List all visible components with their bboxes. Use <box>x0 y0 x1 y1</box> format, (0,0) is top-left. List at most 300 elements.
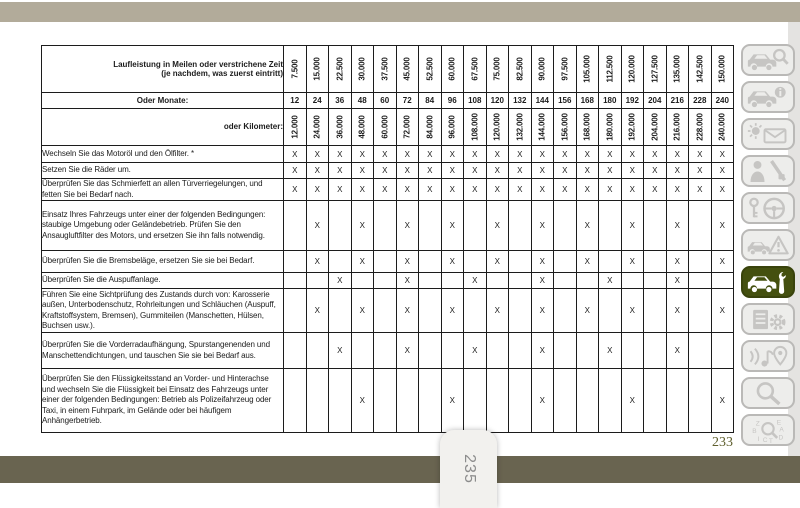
mark-cell <box>644 369 667 433</box>
table-row <box>42 251 734 273</box>
seatbelt-icon <box>747 159 789 184</box>
mark-cell: X <box>531 146 554 163</box>
mark-cell: X <box>486 251 509 273</box>
mark-cell: X <box>666 333 689 369</box>
km-header-cell <box>621 109 644 146</box>
mileage-value: 150.000 <box>717 55 727 83</box>
km-header-cell <box>531 109 554 146</box>
mileage-value: 90.000 <box>537 57 547 81</box>
mark-cell: X <box>576 163 599 179</box>
mark-cell: X <box>486 163 509 179</box>
mark-cell: X <box>306 289 329 333</box>
mileage-value: 142.500 <box>695 55 705 83</box>
mark-cell: X <box>711 179 734 201</box>
mark-cell: X <box>306 163 329 179</box>
mark-cell <box>554 289 577 333</box>
km-value: 240.000 <box>717 113 727 141</box>
mark-cell <box>306 333 329 369</box>
table-row <box>42 333 734 369</box>
km-header-cell <box>576 109 599 146</box>
mark-cell <box>329 201 352 251</box>
svg-text:T: T <box>768 437 773 443</box>
mileage-value: 75.000 <box>492 57 502 81</box>
mark-cell <box>689 369 712 433</box>
km-value: 120.000 <box>492 113 502 141</box>
mark-cell: X <box>531 289 554 333</box>
mark-cell <box>576 369 599 433</box>
mark-cell: X <box>689 163 712 179</box>
mark-cell: X <box>599 163 622 179</box>
mark-cell: X <box>441 179 464 201</box>
mark-cell: X <box>711 201 734 251</box>
maintenance-schedule-table <box>41 45 734 433</box>
mark-cell: X <box>666 201 689 251</box>
mark-cell: X <box>711 289 734 333</box>
mark-cell: X <box>576 289 599 333</box>
mark-cell: X <box>666 251 689 273</box>
mark-cell <box>554 333 577 369</box>
mark-cell: X <box>599 273 622 289</box>
mark-cell: X <box>621 163 644 179</box>
mark-cell: X <box>711 146 734 163</box>
table-row <box>42 146 734 163</box>
mark-cell <box>576 333 599 369</box>
km-row-label: oder Kilometer: <box>42 109 284 146</box>
months-cell: 168 <box>576 93 599 109</box>
mark-cell: X <box>689 146 712 163</box>
mark-cell <box>666 369 689 433</box>
svg-text:Z: Z <box>755 419 760 427</box>
task-cell: Überprüfen Sie das Schmierfett an allen Türverriegelungen, und fetten Sie bei Bedarf nach. <box>42 179 284 201</box>
mark-cell <box>306 369 329 433</box>
mark-cell: X <box>486 201 509 251</box>
months-cell: 108 <box>464 93 487 109</box>
mileage-header-cell <box>396 46 419 93</box>
mark-cell <box>644 273 667 289</box>
mark-cell <box>689 289 712 333</box>
mark-cell: X <box>666 163 689 179</box>
mileage-header-cell <box>576 46 599 93</box>
mark-cell: X <box>351 146 374 163</box>
mark-cell: X <box>531 369 554 433</box>
months-row-label: Oder Monate: <box>42 93 284 109</box>
mark-cell: X <box>374 179 397 201</box>
mark-cell <box>509 333 532 369</box>
km-value: 180.000 <box>605 113 615 141</box>
task-cell: Überprüfen Sie den Flüssigkeitsstand an Vorder- und Hinterachse und wechseln Sie die Flüssigkeit bei Einsatz des Fahrzeugs unter einer der folgenden Bedingungen: Betrieb als Polizeifahrzeug oder Taxi, in einem Fuhrpark, im Gelände oder bei häufigem Anhängerbetrieb. <box>42 369 284 433</box>
task-cell: Führen Sie eine Sichtprüfung des Zustands durch von: Karosserie außen, Unterbodenschutz, Rohrleitungen und Schläuchen (Auspuff, Kraftstoffsystem, Bremsen), Gummiteilen (Manschetten, Hülsen, Buchsen usw.). <box>42 289 284 333</box>
mark-cell: X <box>396 201 419 251</box>
sidebar-button-vehicle-info[interactable] <box>741 81 795 113</box>
mileage-value: 127.500 <box>650 55 660 83</box>
months-cell: 120 <box>486 93 509 109</box>
mark-cell: X <box>621 289 644 333</box>
mark-cell: X <box>396 273 419 289</box>
months-cell: 48 <box>351 93 374 109</box>
mark-cell: X <box>531 201 554 251</box>
mark-cell: X <box>284 179 307 201</box>
months-cell: 84 <box>419 93 442 109</box>
car-search-icon <box>747 48 789 73</box>
mileage-header-cell <box>374 46 397 93</box>
table-row <box>42 163 734 179</box>
mark-cell <box>599 251 622 273</box>
mileage-value: 60.000 <box>447 57 457 81</box>
mark-cell <box>711 273 734 289</box>
key-steering-icon <box>747 196 789 221</box>
km-header-cell <box>441 109 464 146</box>
mark-cell <box>441 273 464 289</box>
mark-cell <box>374 333 397 369</box>
sidebar-button-technical-data[interactable] <box>741 303 795 335</box>
mileage-value: 135.000 <box>672 55 682 83</box>
mark-cell: X <box>464 146 487 163</box>
mark-cell <box>284 201 307 251</box>
months-cell: 192 <box>621 93 644 109</box>
mark-cell <box>599 289 622 333</box>
months-cell: 204 <box>644 93 667 109</box>
mark-cell: X <box>329 179 352 201</box>
mark-cell: X <box>486 179 509 201</box>
mileage-value: 97.500 <box>560 57 570 81</box>
mark-cell <box>464 251 487 273</box>
mark-cell <box>599 369 622 433</box>
km-header-cell <box>351 109 374 146</box>
mark-cell: X <box>531 333 554 369</box>
km-value: 192.000 <box>627 113 637 141</box>
mark-cell <box>621 273 644 289</box>
sidebar-button-vehicle-overview[interactable] <box>741 44 795 76</box>
mark-cell: X <box>284 163 307 179</box>
km-value: 156.000 <box>560 113 570 141</box>
mark-cell: X <box>419 163 442 179</box>
mark-cell: X <box>711 251 734 273</box>
bottom-bar <box>0 456 800 483</box>
mileage-value: 82.500 <box>515 57 525 81</box>
svg-text:E: E <box>776 418 782 426</box>
mileage-header-cell <box>441 46 464 93</box>
km-header-cell <box>644 109 667 146</box>
mark-cell: X <box>306 179 329 201</box>
mark-cell: X <box>441 201 464 251</box>
mark-cell: X <box>306 146 329 163</box>
mark-cell <box>689 333 712 369</box>
mark-cell <box>419 333 442 369</box>
mark-cell <box>644 333 667 369</box>
mark-cell <box>284 251 307 273</box>
mark-cell: X <box>464 273 487 289</box>
mark-cell: X <box>329 163 352 179</box>
mileage-value: 105.000 <box>582 55 592 83</box>
mark-cell <box>464 369 487 433</box>
mark-cell: X <box>351 251 374 273</box>
mark-cell <box>689 251 712 273</box>
mark-cell <box>599 201 622 251</box>
mileage-value: 45.000 <box>402 57 412 81</box>
mark-cell: X <box>396 289 419 333</box>
km-value: 48.000 <box>357 115 367 139</box>
mark-cell: X <box>396 251 419 273</box>
mark-cell <box>509 369 532 433</box>
mark-cell <box>306 273 329 289</box>
km-value: 204.000 <box>650 113 660 141</box>
months-cell: 24 <box>306 93 329 109</box>
km-header-cell <box>666 109 689 146</box>
mark-cell: X <box>396 333 419 369</box>
km-value: 96.000 <box>447 115 457 139</box>
mark-cell <box>509 201 532 251</box>
mark-cell: X <box>554 179 577 201</box>
distance-header-label <box>42 46 284 93</box>
km-header-cell <box>374 109 397 146</box>
mark-cell: X <box>441 146 464 163</box>
mark-cell: X <box>666 273 689 289</box>
months-cell: 216 <box>666 93 689 109</box>
km-header-cell <box>284 109 307 146</box>
page-tab[interactable] <box>440 430 497 508</box>
mark-cell: X <box>666 289 689 333</box>
mark-cell <box>396 369 419 433</box>
months-cell: 132 <box>509 93 532 109</box>
mark-cell <box>644 251 667 273</box>
mark-cell: X <box>351 163 374 179</box>
mark-cell: X <box>644 146 667 163</box>
mark-cell: X <box>351 369 374 433</box>
car-info-icon <box>747 85 789 110</box>
mileage-header-cell <box>666 46 689 93</box>
mark-cell: X <box>509 163 532 179</box>
km-header-cell <box>689 109 712 146</box>
car-warning-triangle-icon <box>747 233 789 258</box>
svg-text:A: A <box>779 425 784 433</box>
mark-cell <box>284 289 307 333</box>
svg-text:I: I <box>757 435 760 443</box>
mark-cell: X <box>666 179 689 201</box>
mark-cell <box>576 273 599 289</box>
km-value: 216.000 <box>672 113 682 141</box>
mark-cell <box>374 273 397 289</box>
mark-cell <box>351 333 374 369</box>
task-cell: Einsatz Ihres Fahrzeugs unter einer der folgenden Bedingungen: staubige Umgebung oder Geländebetrieb. Prüfen Sie den Ansaugluftfilter des Motors, und ersetzen Sie ihn falls notwendig. <box>42 201 284 251</box>
mark-cell: X <box>464 163 487 179</box>
mark-cell <box>509 289 532 333</box>
mileage-header-cell <box>554 46 577 93</box>
mark-cell: X <box>351 201 374 251</box>
km-header-cell <box>396 109 419 146</box>
km-value: 12.000 <box>290 115 300 139</box>
mark-cell <box>329 289 352 333</box>
km-value: 132.000 <box>515 113 525 141</box>
months-cell: 180 <box>599 93 622 109</box>
mark-cell <box>689 201 712 251</box>
mark-cell <box>509 273 532 289</box>
mark-cell: X <box>329 273 352 289</box>
sidebar-button-occupant-safety[interactable] <box>741 155 795 187</box>
mark-cell <box>374 369 397 433</box>
km-header-cell <box>329 109 352 146</box>
km-header-cell <box>509 109 532 146</box>
mark-cell: X <box>666 146 689 163</box>
months-cell: 60 <box>374 93 397 109</box>
mark-cell <box>464 289 487 333</box>
svg-text:D: D <box>778 433 784 441</box>
sidebar-button-emergencies[interactable] <box>741 229 795 261</box>
mileage-header-cell <box>329 46 352 93</box>
mark-cell: X <box>464 179 487 201</box>
search-icon <box>747 381 789 406</box>
mark-cell <box>284 333 307 369</box>
distance-label-line1: Laufleistung in Meilen oder verstrichene Zeit <box>113 59 283 69</box>
mark-cell <box>419 369 442 433</box>
mark-cell <box>509 251 532 273</box>
svg-text:C: C <box>762 436 768 443</box>
mark-cell: X <box>621 179 644 201</box>
mark-cell: X <box>284 146 307 163</box>
mileage-value: 52.500 <box>425 57 435 81</box>
mark-cell: X <box>554 163 577 179</box>
mark-cell: X <box>621 146 644 163</box>
mark-cell: X <box>351 179 374 201</box>
km-value: 168.000 <box>582 113 592 141</box>
mark-cell <box>284 369 307 433</box>
km-value: 84.000 <box>425 115 435 139</box>
mileage-header-cell <box>306 46 329 93</box>
distance-label-line2: (je nachdem, was zuerst eintritt) <box>161 69 283 78</box>
km-value: 60.000 <box>380 115 390 139</box>
mark-cell: X <box>329 146 352 163</box>
mark-cell: X <box>531 251 554 273</box>
mark-cell <box>486 273 509 289</box>
mark-cell <box>329 369 352 433</box>
mileage-header-cell <box>689 46 712 93</box>
mark-cell: X <box>419 146 442 163</box>
mileage-value: 7.500 <box>290 59 300 79</box>
page-number: 233 <box>712 435 733 450</box>
mark-cell: X <box>396 146 419 163</box>
mark-cell <box>554 369 577 433</box>
months-cell: 156 <box>554 93 577 109</box>
mileage-header-cell <box>599 46 622 93</box>
mileage-value: 67.500 <box>470 57 480 81</box>
mileage-value: 120.000 <box>627 55 637 83</box>
mark-cell: X <box>621 251 644 273</box>
mark-cell: X <box>419 179 442 201</box>
sidebar-button-starting-operating[interactable] <box>741 192 795 224</box>
mark-cell: X <box>441 369 464 433</box>
mark-cell <box>711 333 734 369</box>
mark-cell <box>284 273 307 289</box>
km-header-cell <box>599 109 622 146</box>
mark-cell: X <box>509 146 532 163</box>
sidebar-button-index[interactable] <box>741 414 795 446</box>
mark-cell: X <box>576 179 599 201</box>
km-value: 72.000 <box>402 115 412 139</box>
mark-cell: X <box>329 333 352 369</box>
mark-cell <box>554 273 577 289</box>
page-tab-number: 235 <box>460 454 478 484</box>
sidebar-button-warning-lights[interactable] <box>741 118 795 150</box>
mark-cell: X <box>599 333 622 369</box>
months-cell: 144 <box>531 93 554 109</box>
mark-cell: X <box>599 146 622 163</box>
km-value: 36.000 <box>335 115 345 139</box>
mark-cell <box>419 251 442 273</box>
mark-cell: X <box>374 146 397 163</box>
mark-cell: X <box>396 179 419 201</box>
task-cell: Wechseln Sie das Motoröl und den Ölfilter. * <box>42 146 284 163</box>
task-cell: Überprüfen Sie die Bremsbeläge, ersetzen Sie sie bei Bedarf. <box>42 251 284 273</box>
mark-cell: X <box>464 333 487 369</box>
mileage-value: 112.500 <box>605 55 615 83</box>
mark-cell <box>329 251 352 273</box>
mark-cell <box>644 201 667 251</box>
sidebar-button-multimedia[interactable] <box>741 340 795 372</box>
multimedia-icon <box>747 344 789 369</box>
km-header-cell <box>711 109 734 146</box>
mark-cell <box>554 251 577 273</box>
mark-cell <box>441 333 464 369</box>
mark-cell: X <box>531 179 554 201</box>
mark-cell <box>689 273 712 289</box>
mark-cell: X <box>531 163 554 179</box>
months-cell: 96 <box>441 93 464 109</box>
mark-cell: X <box>689 179 712 201</box>
mark-cell <box>486 333 509 369</box>
mark-cell: X <box>306 251 329 273</box>
task-cell: Überprüfen Sie die Auspuffanlage. <box>42 273 284 289</box>
mark-cell: X <box>554 146 577 163</box>
mark-cell <box>419 289 442 333</box>
table-row <box>42 289 734 333</box>
mark-cell <box>464 201 487 251</box>
car-wrench-icon <box>747 270 789 295</box>
mark-cell <box>419 273 442 289</box>
mark-cell: X <box>621 369 644 433</box>
mark-cell <box>486 369 509 433</box>
table-row <box>42 369 734 433</box>
mark-cell <box>554 201 577 251</box>
alphabetical-index-icon <box>747 418 789 443</box>
task-cell: Überprüfen Sie die Vorderradaufhängung, Spurstangenenden und Manschettendichtungen, und tauschen Sie sie bei Bedarf aus. <box>42 333 284 369</box>
km-value: 24.000 <box>312 115 322 139</box>
mark-cell: X <box>509 179 532 201</box>
km-header-cell <box>464 109 487 146</box>
km-value: 108.000 <box>470 113 480 141</box>
sidebar-button-search[interactable] <box>741 377 795 409</box>
mark-cell <box>351 273 374 289</box>
months-cell: 228 <box>689 93 712 109</box>
mark-cell: X <box>576 201 599 251</box>
mileage-header-cell <box>419 46 442 93</box>
mark-cell <box>374 251 397 273</box>
km-value: 144.000 <box>537 113 547 141</box>
mark-cell: X <box>441 251 464 273</box>
mark-cell: X <box>306 201 329 251</box>
mileage-header-cell <box>644 46 667 93</box>
mark-cell <box>419 201 442 251</box>
km-header-cell <box>306 109 329 146</box>
warning-light-envelope-icon <box>747 122 789 147</box>
top-bar <box>0 2 800 22</box>
mark-cell: X <box>644 163 667 179</box>
sidebar-button-maintenance[interactable] <box>741 266 795 298</box>
mark-cell: X <box>576 251 599 273</box>
mark-cell: X <box>374 163 397 179</box>
mark-cell <box>374 289 397 333</box>
table-row <box>42 273 734 289</box>
months-cell: 36 <box>329 93 352 109</box>
km-value: 228.000 <box>695 113 705 141</box>
